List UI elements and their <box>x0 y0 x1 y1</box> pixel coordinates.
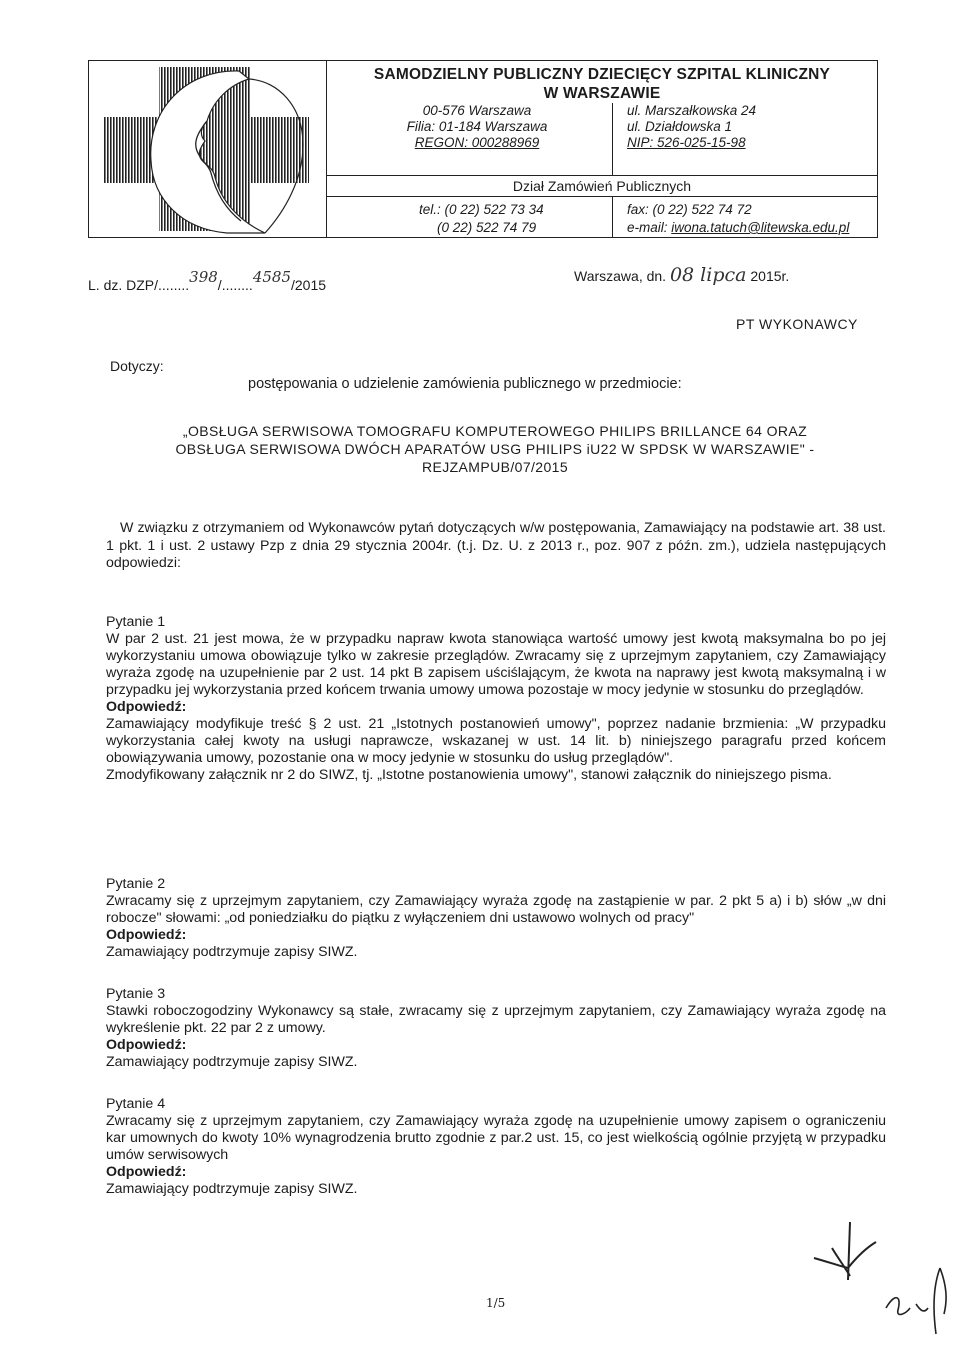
ref-dots: ........ <box>221 277 253 293</box>
question-text: W par 2 ust. 21 jest mowa, że w przypadku napraw kwota stanowiąca wartość umowy jest kwotą maksymalna bo po jej wykorzystaniu umowa obowiązuje tylko w zakresie przeglądów. Zwracamy się z uprzejmym zapytaniem, czy Zamawiający wyraża zgodę na uzupełnienie par 2 ust. 14 pkt B zapisem uściślającym, że kwota na naprawy jest kwotą maksymalną i w przypadku jej wykorzystania przed końcem trwania umowy umowa pozostaje w mocy jedynie w stosunku do przeglądów. <box>106 631 886 698</box>
year: 2015r. <box>746 268 790 284</box>
page-number: 1/5 <box>486 1296 506 1310</box>
question-label: Pytanie 1 <box>106 614 166 630</box>
answer-text: Zamawiający podtrzymuje zapisy SIWZ. <box>106 944 358 960</box>
handwritten-initials <box>810 1218 880 1293</box>
regarding-label: Dotyczy: <box>110 358 164 374</box>
answer-text: Zamawiający modyfikuje treść § 2 ust. 21 „Istotnych postanowień umowy", poprzez nadanie brzmienia: „W przypadku wykorzystania całej kwoty na usługi naprawcze, wskazanej w ust. 14 lit. b) niniejszego paragrafu przed końcem obowiązywania umowy, pozostanie ona w mocy jedynie w stosunku do usług przeglądów". <box>106 716 886 766</box>
handwritten-number: 4585 <box>252 268 291 286</box>
address-line: Filia: 01-184 Warszawa <box>406 119 548 134</box>
paragraph-text: W związku z otrzymaniem od Wykonawców pytań dotyczących w/w postępowania, Zamawiający na podstawie art. 38 ust. 1 pkt. 1 i ust. 2 ustawy Pzp z dnia 29 stycznia 2004r. (t.j. Dz. U. z 2013 r., poz. 907 z późn. zm.), udziela następujących odpowiedzi: <box>106 520 886 571</box>
divider <box>612 103 613 237</box>
case-number: REJZAMPUB/07/2015 <box>421 459 569 475</box>
nip: NIP: 526-025-15-98 <box>627 135 746 150</box>
address-right <box>627 103 857 151</box>
question-label: Pytanie 3 <box>106 986 166 1002</box>
addressee: PT WYKONAWCY <box>736 316 858 332</box>
answer-label: Odpowiedź: <box>106 699 187 715</box>
subject <box>110 422 880 476</box>
question-text: Stawki roboczogodziny Wykonawcy są stałe, zwracamy się z uprzejmym zapytaniem, czy Zamawiający wyraża zgodę na wykreślenie pkt. 22 par 2 z umowy. <box>106 1003 886 1036</box>
address-left <box>357 103 597 151</box>
place-label: Warszawa, dn. <box>574 268 670 284</box>
address-line: 00-576 Warszawa <box>422 103 532 118</box>
institution-name-line2: W WARSZAWIE <box>543 85 661 102</box>
institution-name <box>327 65 877 103</box>
department-name: Dział Zamówień Publicznych <box>327 175 877 197</box>
institution-name-line1: SAMODZIELNY PUBLICZNY DZIECIĘCY SZPITAL KLINICZNY <box>373 66 831 83</box>
intro-paragraph <box>106 520 886 573</box>
subject-line: OBSŁUGA SERWISOWA DWÓCH APARATÓW USG PHILIPS iU22 W SPDSK W WARSZAWIE" - <box>175 441 815 457</box>
phone-1: tel.: (0 22) 522 73 34 <box>419 202 544 217</box>
handwritten-date: 08 lipca <box>669 264 747 286</box>
answer-text: Zamawiający podtrzymuje zapisy SIWZ. <box>106 1181 358 1197</box>
ref-prefix: L. dz. DZP/ <box>88 277 159 293</box>
qa-item-4 <box>106 1096 886 1198</box>
qa-item-3 <box>106 986 886 1071</box>
question-text: Zwracamy się z uprzejmym zapytaniem, czy Zamawiający wyraża zgodę na uzupełnienie umowy zapisem o ograniczeniu kar umownych do kwoty 10% wynagrodzenia brutto zgodnie z par.2 ust. 15, co jest wielkością ogólnie przyjętą w przypadku umów serwisowych <box>106 1113 886 1163</box>
address-line: ul. Marszałkowska 24 <box>627 103 757 118</box>
answer-label: Odpowiedź: <box>106 1164 187 1180</box>
answer-label: Odpowiedź: <box>106 1037 187 1053</box>
fax-email <box>627 201 867 237</box>
address-line: ul. Działdowska 1 <box>627 119 733 134</box>
ref-suffix: /2015 <box>291 277 327 293</box>
phone-numbers <box>419 201 599 237</box>
hospital-logo <box>89 61 327 237</box>
phone-2: (0 22) 522 74 79 <box>437 220 537 235</box>
answer-label: Odpowiedź: <box>106 927 187 943</box>
fax-number: fax: (0 22) 522 74 72 <box>627 202 752 217</box>
handwritten-number: 398 <box>189 268 218 286</box>
email-link[interactable]: iwona.tatuch@litewska.edu.pl <box>671 220 850 235</box>
qa-item-2 <box>106 876 886 961</box>
handwritten-signature <box>880 1264 952 1345</box>
place-date <box>574 264 789 286</box>
reference-number <box>88 268 327 294</box>
question-label: Pytanie 4 <box>106 1096 166 1112</box>
question-label: Pytanie 2 <box>106 876 166 892</box>
email-label: e-mail: <box>627 220 672 235</box>
letterhead <box>88 60 878 238</box>
intro-line: postępowania o udzielenie zamówienia publicznego w przedmiocie: <box>248 376 682 392</box>
answer-text: Zmodyfikowany załącznik nr 2 do SIWZ, tj. „Istotne postanowienia umowy", stanowi załącznik do niniejszego pisma. <box>106 767 832 783</box>
question-text: Zwracamy się z uprzejmym zapytaniem, czy Zamawiający wyraża zgodę na zastąpienie w par. 2 pkt 5 a) i b) słów „w dni robocze" słowami: „od poniedziałku do piątku z wyłączeniem dni ustawowo wolnych od pracy" <box>106 893 886 926</box>
qa-item-1 <box>106 614 886 784</box>
subject-line: „OBSŁUGA SERWISOWA TOMOGRAFU KOMPUTEROWEGO PHILIPS BRILLANCE 64 ORAZ <box>182 423 808 439</box>
letterhead-details <box>327 103 877 237</box>
answer-text: Zamawiający podtrzymuje zapisy SIWZ. <box>106 1054 358 1070</box>
ref-slash: / <box>217 277 222 293</box>
ref-dots: ........ <box>158 277 190 293</box>
regon: REGON: 000288969 <box>414 135 540 150</box>
